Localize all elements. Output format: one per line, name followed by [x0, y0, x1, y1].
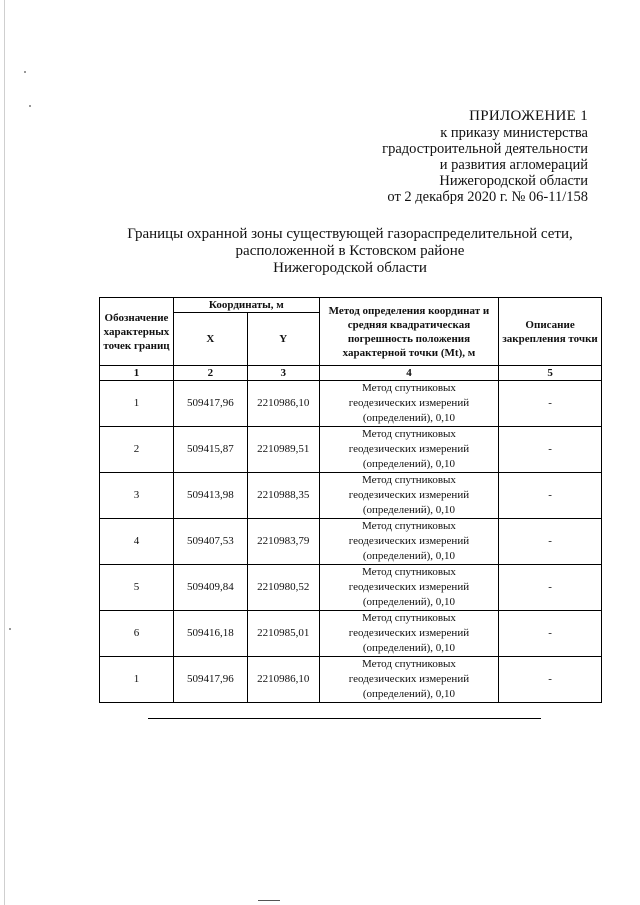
table-row — [100, 381, 602, 427]
title-line: расположенной в Кстовском районе — [235, 243, 465, 259]
cell-method — [319, 519, 498, 565]
method-line: (определений), 0,10 — [362, 688, 456, 700]
cell-y: 2210985,01 — [247, 611, 319, 657]
table-row — [100, 519, 602, 565]
method-line: геодезических измерений — [348, 535, 470, 547]
cell-x: 509413,98 — [173, 473, 247, 519]
method-line: геодезических измерений — [348, 627, 470, 639]
cell-y: 2210983,79 — [247, 519, 319, 565]
appendix-line: градостроительной деятельности — [382, 141, 588, 157]
column-number: 5 — [499, 366, 602, 381]
appendix-line: Нижегородской области — [439, 173, 588, 189]
scan-speck — [29, 105, 31, 107]
header-description: Описание закрепления точки — [499, 298, 602, 366]
cell-x: 509409,84 — [173, 565, 247, 611]
header-point: Обозначение характерных точек границ — [100, 298, 174, 366]
cell-point: 4 — [100, 519, 174, 565]
cell-description: - — [499, 611, 602, 657]
method-line: геодезических измерений — [348, 443, 470, 455]
method-line: Метод спутниковых — [361, 520, 456, 532]
cell-x: 509416,18 — [173, 611, 247, 657]
method-line: Метод спутниковых — [361, 474, 456, 486]
title-line: Нижегородской области — [273, 260, 427, 276]
method-line: геодезических измерений — [348, 397, 470, 409]
column-number: 3 — [247, 366, 319, 381]
header-y: Y — [247, 313, 319, 366]
table-body — [100, 381, 602, 703]
method-line: Метод спутниковых — [361, 612, 456, 624]
cell-point: 1 — [100, 657, 174, 703]
cell-method — [319, 473, 498, 519]
header-x: X — [173, 313, 247, 366]
column-number: 1 — [100, 366, 174, 381]
cell-point: 2 — [100, 427, 174, 473]
table-row — [100, 565, 602, 611]
order-reference: от 2 декабря 2020 г. № 06-11/158 — [387, 189, 588, 205]
appendix-number: ПРИЛОЖЕНИЕ 1 — [469, 108, 588, 124]
scan-edge-line — [4, 0, 5, 905]
cell-method — [319, 657, 498, 703]
method-line: (определений), 0,10 — [362, 642, 456, 654]
cell-x: 509415,87 — [173, 427, 247, 473]
method-line: геодезических измерений — [348, 489, 470, 501]
method-line: Метод спутниковых — [361, 382, 456, 394]
method-line: (определений), 0,10 — [362, 458, 456, 470]
cell-y: 2210989,51 — [247, 427, 319, 473]
cell-description: - — [499, 657, 602, 703]
column-number: 4 — [319, 366, 498, 381]
cell-description: - — [499, 519, 602, 565]
cell-description: - — [499, 381, 602, 427]
scan-mark — [258, 900, 280, 901]
method-line: Метод спутниковых — [361, 428, 456, 440]
cell-x: 509417,96 — [173, 381, 247, 427]
table-row — [100, 427, 602, 473]
cell-x: 509417,96 — [173, 657, 247, 703]
table-row — [100, 611, 602, 657]
header-coordinates: Координаты, м — [173, 298, 319, 313]
boundary-points-table — [99, 297, 602, 703]
method-line: (определений), 0,10 — [362, 550, 456, 562]
cell-point: 1 — [100, 381, 174, 427]
method-line: (определений), 0,10 — [362, 412, 456, 424]
cell-point: 5 — [100, 565, 174, 611]
method-line: геодезических измерений — [348, 581, 470, 593]
appendix-line: и развития агломераций — [439, 157, 588, 173]
cell-method — [319, 381, 498, 427]
cell-method — [319, 565, 498, 611]
table-row — [100, 473, 602, 519]
cell-method — [319, 427, 498, 473]
cell-description: - — [499, 427, 602, 473]
separator-line — [148, 718, 541, 719]
appendix-line: к приказу министерства — [440, 125, 588, 141]
cell-point: 6 — [100, 611, 174, 657]
table-row — [100, 657, 602, 703]
method-line: Метод спутниковых — [361, 658, 456, 670]
cell-y: 2210988,35 — [247, 473, 319, 519]
cell-y: 2210986,10 — [247, 657, 319, 703]
cell-y: 2210980,52 — [247, 565, 319, 611]
scan-speck — [9, 628, 11, 630]
method-line: (определений), 0,10 — [362, 596, 456, 608]
cell-y: 2210986,10 — [247, 381, 319, 427]
cell-point: 3 — [100, 473, 174, 519]
method-line: геодезических измерений — [348, 673, 470, 685]
cell-method — [319, 611, 498, 657]
cell-x: 509407,53 — [173, 519, 247, 565]
method-line: (определений), 0,10 — [362, 504, 456, 516]
cell-description: - — [499, 473, 602, 519]
document-title — [100, 226, 600, 277]
method-line: Метод спутниковых — [361, 566, 456, 578]
title-line: Границы охранной зоны существующей газораспределительной сети, — [127, 226, 573, 242]
header-method: Метод определения координат и средняя квадратическая погрешность положения характерной точки (Mt), м — [319, 298, 498, 366]
appendix-header — [228, 108, 588, 205]
scan-speck — [24, 71, 26, 73]
cell-description: - — [499, 565, 602, 611]
column-number: 2 — [173, 366, 247, 381]
